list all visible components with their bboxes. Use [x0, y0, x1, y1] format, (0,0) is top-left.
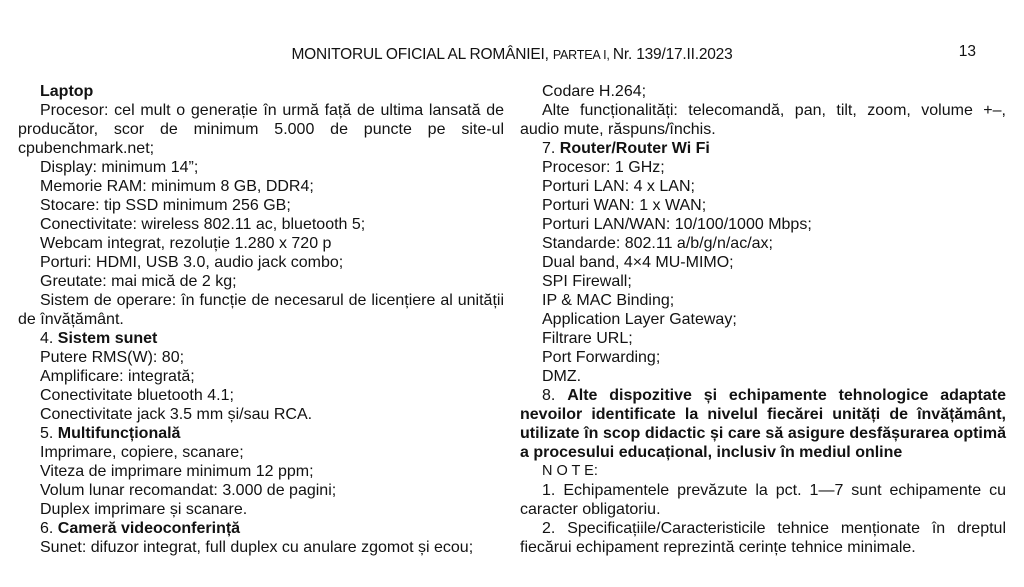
bold-text-run: Laptop	[40, 83, 94, 100]
text-run: Display: minimum 14”;	[40, 159, 199, 176]
paragraph	[520, 310, 1006, 329]
column-right	[520, 82, 1006, 557]
text-run: Codare H.264;	[542, 83, 647, 100]
bold-text-run: Cameră videoconferință	[57, 520, 241, 537]
text-run: 8.	[542, 387, 568, 404]
text-run: Sistem de operare: în funcție de necesarul de licențiere al unității de învățământ.	[18, 292, 504, 328]
text-run: Greutate: mai mică de 2 kg;	[40, 273, 237, 290]
paragraph	[18, 538, 504, 557]
paragraph	[18, 424, 504, 443]
text-run: Standarde: 802.11 a/b/g/n/ac/ax;	[542, 235, 773, 252]
paragraph	[18, 500, 504, 519]
text-run: 6.	[40, 520, 58, 537]
text-run: Putere RMS(W): 80;	[40, 349, 185, 366]
bold-text-run: Alte dispozitive și echipamente tehnologice adaptate nevoilor identificate la nivelul fiecărei unități de învățământ, utilizate în scop didactic și care să asigure desfășurarea optimă a procesului educațional, inclusiv în mediul online	[520, 387, 1006, 461]
text-run: Conectivitate: wireless 802.11 ac, bluetooth 5;	[40, 216, 366, 233]
text-run: Porturi LAN/WAN: 10/100/1000 Mbps;	[542, 216, 812, 233]
text-run: Viteza de imprimare minimum 12 ppm;	[40, 463, 314, 480]
paragraph	[18, 101, 504, 158]
text-run: N O T E:	[542, 463, 598, 479]
text-run: Webcam integrat, rezoluție 1.280 x 720 p	[40, 235, 332, 252]
text-run: Conectivitate bluetooth 4.1;	[40, 387, 234, 404]
note-label	[520, 462, 1006, 481]
text-run: 5.	[40, 425, 58, 442]
paragraph	[18, 348, 504, 367]
paragraph	[520, 253, 1006, 272]
text-run: Procesor: 1 GHz;	[542, 159, 665, 176]
bold-text-run: Router/Router Wi Fi	[559, 140, 710, 157]
text-run: 7.	[542, 140, 560, 157]
paragraph	[520, 196, 1006, 215]
text-run: 1. Echipamentele prevăzute la pct. 1—7 sunt echipamente cu caracter obligatoriu.	[520, 482, 1006, 518]
paragraph	[18, 405, 504, 424]
paragraph	[520, 367, 1006, 386]
text-run: Port Forwarding;	[542, 349, 661, 366]
paragraph	[520, 234, 1006, 253]
text-run: Sunet: difuzor integrat, full duplex cu anulare zgomot și ecou;	[40, 539, 474, 556]
paragraph	[520, 291, 1006, 310]
text-run: 2. Specificațiile/Caracteristicile tehnice menționate în dreptul fiecărui echipament reprezintă cerințe tehnice minimale.	[520, 520, 1006, 556]
paragraph	[520, 215, 1006, 234]
paragraph	[18, 158, 504, 177]
paragraph	[18, 253, 504, 272]
paragraph	[18, 234, 504, 253]
paragraph	[520, 101, 1006, 139]
paragraph	[520, 519, 1006, 557]
paragraph	[18, 367, 504, 386]
journal-title: MONITORUL OFICIAL AL ROMÂNIEI,	[291, 46, 553, 63]
paragraph	[18, 177, 504, 196]
text-run: Application Layer Gateway;	[542, 311, 737, 328]
text-run: DMZ.	[542, 368, 582, 385]
text-run: Filtrare URL;	[542, 330, 633, 347]
text-run: Porturi WAN: 1 x WAN;	[542, 197, 707, 214]
paragraph	[18, 215, 504, 234]
paragraph	[18, 82, 504, 101]
paragraph	[520, 158, 1006, 177]
text-run: Conectivitate jack 3.5 mm și/sau RCA.	[40, 406, 313, 423]
text-run: Amplificare: integrată;	[40, 368, 195, 385]
paragraph	[18, 462, 504, 481]
paragraph	[520, 481, 1006, 519]
paragraph	[18, 386, 504, 405]
paragraph	[520, 82, 1006, 101]
text-run: Alte funcționalități: telecomandă, pan, tilt, zoom, volume +–, audio mute, răspuns/închis.	[520, 102, 1006, 138]
paragraph	[18, 196, 504, 215]
paragraph	[18, 329, 504, 348]
bold-text-run: Sistem sunet	[57, 330, 158, 347]
paragraph	[520, 329, 1006, 348]
text-run: Dual band, 4×4 MU-MIMO;	[542, 254, 734, 271]
paragraph	[520, 272, 1006, 291]
paragraph	[520, 177, 1006, 196]
paragraph	[520, 348, 1006, 367]
paragraph	[520, 386, 1006, 462]
text-run: SPI Firewall;	[542, 273, 632, 290]
paragraph	[18, 481, 504, 500]
text-run: Imprimare, copiere, scanare;	[40, 444, 244, 461]
text-run: 4.	[40, 330, 58, 347]
page-header	[0, 46, 1024, 64]
text-run: Porturi LAN: 4 x LAN;	[542, 178, 695, 195]
text-columns	[18, 82, 1006, 557]
journal-issue-number: Nr. 139/17.II.2023	[612, 46, 733, 63]
journal-part: PARTEA I,	[552, 48, 613, 62]
page-number: 13	[958, 43, 976, 60]
bold-text-run: Multifuncțională	[57, 425, 181, 442]
paragraph	[18, 519, 504, 538]
text-run: Memorie RAM: minimum 8 GB, DDR4;	[40, 178, 314, 195]
paragraph	[18, 443, 504, 462]
paragraph	[18, 291, 504, 329]
text-run: IP & MAC Binding;	[542, 292, 675, 309]
text-run: Duplex imprimare și scanare.	[40, 501, 248, 518]
text-run: Porturi: HDMI, USB 3.0, audio jack combo;	[40, 254, 344, 271]
column-left	[18, 82, 504, 557]
text-run: Procesor: cel mult o generație în urmă față de ultima lansată de producător, scor de minimum 5.000 de puncte pe site-ul cpubenchmark.net;	[18, 102, 504, 157]
text-run: Volum lunar recomandat: 3.000 de pagini;	[40, 482, 337, 499]
paragraph	[18, 272, 504, 291]
text-run: Stocare: tip SSD minimum 256 GB;	[40, 197, 291, 214]
paragraph	[520, 139, 1006, 158]
